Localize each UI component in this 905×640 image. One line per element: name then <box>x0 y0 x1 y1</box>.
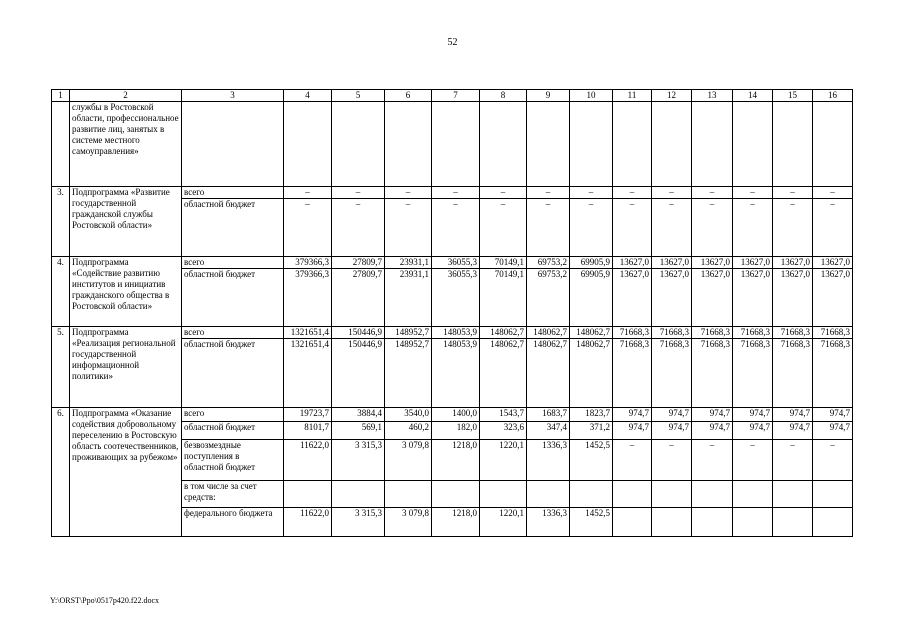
value-cell <box>733 481 773 508</box>
value-cell: 23931,1 <box>385 257 432 269</box>
value-cell: – <box>332 187 385 199</box>
row-number <box>52 102 70 187</box>
header-cell: 2 <box>70 90 182 102</box>
value-cell: 148062,7 <box>527 339 570 408</box>
empty-cell <box>332 102 385 187</box>
value-cell: 1543,7 <box>480 408 527 422</box>
header-cell: 15 <box>773 90 813 102</box>
value-cell: 148053,9 <box>432 327 480 339</box>
header-cell: 12 <box>652 90 692 102</box>
row-number: 5. <box>52 327 70 408</box>
value-cell: 69905,9 <box>570 257 613 269</box>
value-cell: – <box>613 440 652 481</box>
value-cell: 13627,0 <box>813 257 853 269</box>
value-cell: 36055,3 <box>432 269 480 327</box>
value-cell: 460,2 <box>385 422 432 440</box>
program-name: Подпрограмма «Оказание содействия добровольному переселению в Ростовскую область соотечественников, проживающих за рубежом» <box>70 408 182 537</box>
value-cell: 69753,2 <box>527 257 570 269</box>
value-cell: 148062,7 <box>527 327 570 339</box>
value-cell: 8101,7 <box>284 422 332 440</box>
value-cell: 974,7 <box>813 408 853 422</box>
funding-source-label: всего <box>182 408 284 422</box>
value-cell <box>613 481 652 508</box>
value-cell: 71668,3 <box>652 327 692 339</box>
header-cell: 5 <box>332 90 385 102</box>
value-cell: 148062,7 <box>570 327 613 339</box>
value-cell: – <box>432 187 480 199</box>
value-cell <box>692 508 733 537</box>
header-cell: 6 <box>385 90 432 102</box>
program-name: Подпрограмма «Содействие развитию институтов и инициатив гражданского общества в Ростовской области» <box>70 257 182 327</box>
funding-source-label: областной бюджет <box>182 339 284 408</box>
value-cell: – <box>613 187 652 199</box>
value-cell: – <box>692 187 733 199</box>
value-cell: – <box>527 187 570 199</box>
value-cell <box>773 508 813 537</box>
value-cell: 11622,0 <box>284 508 332 537</box>
value-cell: 13627,0 <box>692 257 733 269</box>
table-row <box>52 257 853 269</box>
value-cell: 11622,0 <box>284 440 332 481</box>
value-cell: 13627,0 <box>813 269 853 327</box>
value-cell: 71668,3 <box>692 339 733 408</box>
value-cell: 1823,7 <box>570 408 613 422</box>
value-cell: 27809,7 <box>332 257 385 269</box>
value-cell: 323,6 <box>480 422 527 440</box>
empty-cell <box>613 102 652 187</box>
value-cell: 974,7 <box>813 422 853 440</box>
program-name: Подпрограмма «Развитие государственной гражданской службы Ростовской области» <box>70 187 182 257</box>
header-cell: 10 <box>570 90 613 102</box>
value-cell: 3 315,3 <box>332 508 385 537</box>
value-cell <box>692 481 733 508</box>
funding-source-label: всего <box>182 327 284 339</box>
program-name: службы в Ростовской области, профессиональное развитие лиц, занятых в системе местного самоуправления» <box>70 102 182 187</box>
value-cell <box>652 508 692 537</box>
value-cell: 71668,3 <box>652 339 692 408</box>
value-cell: 71668,3 <box>773 339 813 408</box>
header-cell: 11 <box>613 90 652 102</box>
value-cell: 148952,7 <box>385 339 432 408</box>
value-cell: – <box>284 199 332 257</box>
value-cell: 13627,0 <box>773 257 813 269</box>
value-cell: 13627,0 <box>733 269 773 327</box>
header-cell: 13 <box>692 90 733 102</box>
value-cell: – <box>692 199 733 257</box>
value-cell: 71668,3 <box>613 327 652 339</box>
value-cell: 150446,9 <box>332 327 385 339</box>
header-row <box>52 90 853 102</box>
value-cell: 148053,9 <box>432 339 480 408</box>
value-cell: 1220,1 <box>480 508 527 537</box>
empty-cell <box>773 102 813 187</box>
funding-source-label: всего <box>182 187 284 199</box>
funding-source-label: безвозмездные поступления в областной бюджет <box>182 440 284 481</box>
value-cell: – <box>332 199 385 257</box>
empty-cell <box>385 102 432 187</box>
header-cell: 4 <box>284 90 332 102</box>
value-cell <box>813 508 853 537</box>
funding-source-label: областной бюджет <box>182 199 284 257</box>
header-cell: 14 <box>733 90 773 102</box>
program-name: Подпрограмма «Реализация региональной государственной информационной политики» <box>70 327 182 408</box>
value-cell: 974,7 <box>773 408 813 422</box>
funding-source-label: в том числе за счет средств: <box>182 481 284 508</box>
table-row <box>52 408 853 422</box>
funding-source-label: федерального бюджета <box>182 508 284 537</box>
value-cell: – <box>652 199 692 257</box>
value-cell: 974,7 <box>773 422 813 440</box>
table-body <box>52 90 853 537</box>
value-cell: 1321651,4 <box>284 339 332 408</box>
value-cell: – <box>773 440 813 481</box>
funding-source-label: всего <box>182 257 284 269</box>
value-cell: 974,7 <box>652 422 692 440</box>
value-cell: 13627,0 <box>613 257 652 269</box>
value-cell: – <box>613 199 652 257</box>
value-cell: 13627,0 <box>773 269 813 327</box>
value-cell <box>480 481 527 508</box>
value-cell <box>570 481 613 508</box>
value-cell: – <box>773 199 813 257</box>
value-cell: – <box>813 187 853 199</box>
value-cell: – <box>385 199 432 257</box>
value-cell: 974,7 <box>613 422 652 440</box>
value-cell: 36055,3 <box>432 257 480 269</box>
value-cell: 1683,7 <box>527 408 570 422</box>
value-cell: 379366,3 <box>284 257 332 269</box>
value-cell: – <box>284 187 332 199</box>
value-cell: 70149,1 <box>480 269 527 327</box>
value-cell: 1336,3 <box>527 508 570 537</box>
table-row <box>52 102 853 187</box>
value-cell: 3 315,3 <box>332 440 385 481</box>
value-cell: – <box>570 199 613 257</box>
value-cell: 1218,0 <box>432 440 480 481</box>
empty-cell <box>692 102 733 187</box>
value-cell: 13627,0 <box>652 269 692 327</box>
value-cell: 19723,7 <box>284 408 332 422</box>
value-cell <box>527 481 570 508</box>
value-cell <box>284 481 332 508</box>
empty-cell <box>432 102 480 187</box>
header-cell: 8 <box>480 90 527 102</box>
header-cell: 1 <box>52 90 70 102</box>
value-cell <box>733 508 773 537</box>
value-cell <box>613 508 652 537</box>
row-number: 3. <box>52 187 70 257</box>
value-cell: 71668,3 <box>813 339 853 408</box>
value-cell: 371,2 <box>570 422 613 440</box>
value-cell: 974,7 <box>733 422 773 440</box>
value-cell <box>385 481 432 508</box>
value-cell: 3884,4 <box>332 408 385 422</box>
value-cell: 23931,1 <box>385 269 432 327</box>
value-cell: 1218,0 <box>432 508 480 537</box>
page-number: 52 <box>447 37 458 48</box>
table-row <box>52 187 853 199</box>
value-cell: 69905,9 <box>570 269 613 327</box>
row-number: 6. <box>52 408 70 537</box>
value-cell: 347,4 <box>527 422 570 440</box>
value-cell: – <box>733 199 773 257</box>
value-cell: 3540,0 <box>385 408 432 422</box>
value-cell: 974,7 <box>692 422 733 440</box>
value-cell: 13627,0 <box>613 269 652 327</box>
value-cell <box>652 481 692 508</box>
value-cell: 1452,5 <box>570 508 613 537</box>
value-cell: – <box>652 440 692 481</box>
value-cell: 974,7 <box>652 408 692 422</box>
value-cell: – <box>813 440 853 481</box>
value-cell: – <box>480 199 527 257</box>
value-cell: 379366,3 <box>284 269 332 327</box>
value-cell: 3 079,8 <box>385 508 432 537</box>
empty-cell <box>733 102 773 187</box>
value-cell <box>813 481 853 508</box>
empty-cell <box>480 102 527 187</box>
value-cell: – <box>570 187 613 199</box>
value-cell: – <box>527 199 570 257</box>
value-cell: 148062,7 <box>480 339 527 408</box>
funding-source-label: областной бюджет <box>182 422 284 440</box>
empty-cell <box>652 102 692 187</box>
value-cell: 1452,5 <box>570 440 613 481</box>
value-cell: – <box>480 187 527 199</box>
budget-table <box>51 89 853 537</box>
header-cell: 9 <box>527 90 570 102</box>
value-cell: 1336,3 <box>527 440 570 481</box>
value-cell: 569,1 <box>332 422 385 440</box>
value-cell <box>432 481 480 508</box>
empty-cell <box>284 102 332 187</box>
value-cell: – <box>692 440 733 481</box>
value-cell: 148062,7 <box>480 327 527 339</box>
value-cell: 974,7 <box>733 408 773 422</box>
value-cell: 69753,2 <box>527 269 570 327</box>
value-cell: 71668,3 <box>692 327 733 339</box>
value-cell: – <box>432 199 480 257</box>
value-cell: – <box>385 187 432 199</box>
value-cell: 70149,1 <box>480 257 527 269</box>
value-cell: – <box>733 440 773 481</box>
value-cell: 148952,7 <box>385 327 432 339</box>
value-cell: 13627,0 <box>652 257 692 269</box>
empty-cell <box>527 102 570 187</box>
value-cell: 71668,3 <box>733 327 773 339</box>
value-cell: 1220,1 <box>480 440 527 481</box>
value-cell: 71668,3 <box>613 339 652 408</box>
value-cell: 1321651,4 <box>284 327 332 339</box>
value-cell: 974,7 <box>692 408 733 422</box>
empty-cell <box>570 102 613 187</box>
header-cell: 3 <box>182 90 284 102</box>
value-cell <box>332 481 385 508</box>
value-cell: 71668,3 <box>773 327 813 339</box>
value-cell: – <box>652 187 692 199</box>
value-cell: 150446,9 <box>332 339 385 408</box>
value-cell: 3 079,8 <box>385 440 432 481</box>
value-cell: – <box>813 199 853 257</box>
value-cell: 974,7 <box>613 408 652 422</box>
value-cell <box>773 481 813 508</box>
header-cell: 16 <box>813 90 853 102</box>
row-number: 4. <box>52 257 70 327</box>
value-cell: 13627,0 <box>692 269 733 327</box>
value-cell: 148062,7 <box>570 339 613 408</box>
header-cell: 7 <box>432 90 480 102</box>
table-row <box>52 327 853 339</box>
value-cell: 71668,3 <box>733 339 773 408</box>
value-cell: 1400,0 <box>432 408 480 422</box>
empty-cell <box>182 102 284 187</box>
value-cell: 27809,7 <box>332 269 385 327</box>
value-cell: 182,0 <box>432 422 480 440</box>
value-cell: – <box>733 187 773 199</box>
funding-source-label: областной бюджет <box>182 269 284 327</box>
footer-file-path: Y:\ORST\Ppo\0517p420.f22.docx <box>50 596 160 605</box>
value-cell: 71668,3 <box>813 327 853 339</box>
value-cell: – <box>773 187 813 199</box>
empty-cell <box>813 102 853 187</box>
value-cell: 13627,0 <box>733 257 773 269</box>
